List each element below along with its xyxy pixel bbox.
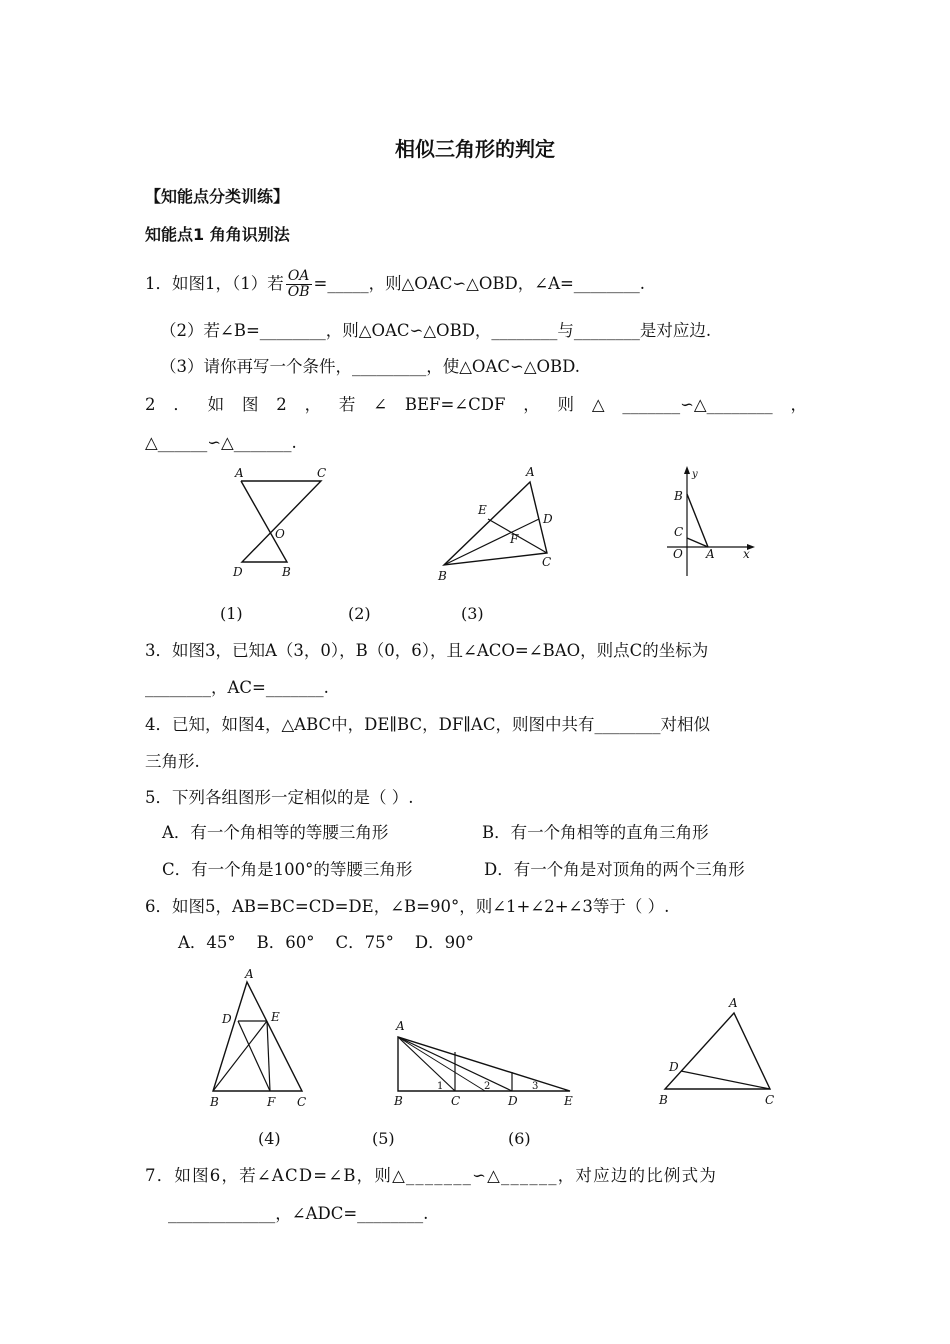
question-5-stem: 5．下列各组图形一定相似的是（ ）.	[145, 788, 414, 807]
label-a: A	[729, 996, 738, 1010]
question-2-line-1	[145, 394, 807, 416]
label-c: C	[674, 525, 684, 539]
angle-2-label: 2	[484, 1081, 491, 1092]
figure-2	[430, 462, 570, 587]
label-b: B	[282, 565, 291, 579]
option-a: A．有一个角相等的等腰三角形	[162, 823, 389, 842]
label-b: B	[394, 1094, 403, 1108]
label-f: F	[267, 1095, 276, 1109]
label-d: D	[233, 565, 243, 579]
caption-5: (5)	[372, 1129, 395, 1148]
segment-ef	[267, 1021, 270, 1091]
q2-token: △	[591, 395, 605, 414]
caption-6: (6)	[508, 1129, 531, 1148]
label-a: A	[706, 547, 715, 561]
angle-1-label: 1	[437, 1081, 444, 1092]
triangle-abc	[665, 1013, 770, 1089]
label-a: A	[526, 465, 535, 479]
question-4-line-1: 4．已知，如图4，△ABC中，DE∥BC，DF∥AC，则图中共有________对相似	[145, 715, 710, 734]
q2-token: _______∽△________	[622, 395, 773, 414]
label-c: C	[542, 555, 552, 569]
label-d: D	[543, 512, 553, 526]
question-6-options: A．45° B．60° C．75° D．90°	[178, 933, 474, 952]
label-o: O	[673, 547, 683, 561]
question-7-line-1: 7．如图6，若∠ACD=∠B，则△_______∽△______，对应边的比例式为	[145, 1166, 718, 1185]
question-3-line-2: ________，AC=_______.	[145, 678, 329, 697]
label-e: E	[271, 1010, 280, 1024]
figure-1	[225, 462, 335, 582]
q2-token: ∠	[373, 395, 388, 414]
question-3-line-1: 3．如图3，已知A（3，0），B（0，6），且∠ACO=∠BAO，则点C的坐标为	[145, 641, 709, 660]
q2-token: 2	[145, 395, 156, 414]
q1-tail: =_____，则△OAC∽△OBD，∠A=________.	[313, 274, 646, 293]
label-e: E	[564, 1094, 573, 1108]
figure-5	[390, 1012, 585, 1112]
y-axis-arrow	[684, 466, 690, 474]
caption-4: (4)	[258, 1129, 281, 1148]
label-b: B	[438, 569, 447, 583]
label-c: C	[297, 1095, 307, 1109]
option-b: B．有一个角相等的直角三角形	[482, 823, 709, 842]
label-b: B	[674, 489, 683, 503]
fraction-numerator: OA	[286, 269, 312, 285]
q2-token: 图	[241, 395, 259, 414]
q2-token: 则	[557, 395, 575, 414]
label-x: x	[743, 547, 750, 561]
subsection-heading: 知能点1 角角识别法	[145, 225, 290, 244]
q2-token: 若	[338, 395, 356, 414]
question-2-line-2: △______∽△_______.	[145, 433, 297, 452]
q1-lead: 1．如图1，（1）若	[145, 274, 284, 293]
figure-4	[205, 962, 320, 1112]
question-6-stem: 6．如图5，AB=BC=CD=DE，∠B=90°，则∠1+∠2+∠3等于（ ）.	[145, 897, 670, 916]
question-4-line-2: 三角形.	[145, 752, 200, 771]
question-1-line-3: （3）请你再写一个条件，_________，使△OAC∽△OBD.	[160, 357, 581, 376]
question-1-line-2: （2）若∠B=________，则△OAC∽△OBD，________与________是对应边.	[160, 321, 712, 340]
question-7-line-2: _____________，∠ADC=________.	[168, 1204, 429, 1223]
segment-bd	[444, 519, 539, 565]
q2-token: ，	[304, 395, 322, 414]
segment-df	[238, 1021, 270, 1091]
segment-ac	[398, 1037, 455, 1091]
caption-3: (3)	[461, 604, 484, 623]
q2-token: 如	[207, 395, 225, 414]
label-e: E	[478, 503, 487, 517]
q2-token: ．	[173, 395, 190, 414]
label-a: A	[245, 967, 254, 981]
label-a: A	[396, 1019, 405, 1033]
label-y: y	[692, 469, 698, 480]
angle-3-label: 3	[532, 1081, 539, 1092]
q2-token: BEF=∠CDF	[404, 395, 506, 414]
caption-2: (2)	[348, 604, 371, 623]
figure-1-lines	[241, 481, 321, 562]
question-1-line-1	[145, 269, 645, 300]
figure-6	[652, 992, 787, 1112]
section-heading: 【知能点分类训练】	[145, 187, 290, 206]
label-b: B	[210, 1095, 219, 1109]
caption-1: (1)	[220, 604, 243, 623]
label-f: F	[510, 532, 519, 546]
page-title: 相似三角形的判定	[395, 137, 555, 161]
label-d: D	[222, 1012, 232, 1026]
fraction-oa-ob	[286, 269, 312, 300]
label-c: C	[451, 1094, 461, 1108]
label-o: O	[275, 527, 285, 541]
q2-token: ，	[523, 395, 540, 414]
q2-token: 2	[276, 395, 287, 414]
option-d: D．有一个角是对顶角的两个三角形	[484, 860, 745, 879]
segment-be	[213, 1021, 267, 1091]
label-d: D	[508, 1094, 518, 1108]
segment-cd	[681, 1071, 770, 1089]
option-c: C．有一个角是100°的等腰三角形	[162, 860, 413, 879]
label-c: C	[317, 466, 327, 480]
label-d: D	[669, 1060, 679, 1074]
q2-token: ，	[790, 395, 807, 414]
label-a: A	[235, 466, 244, 480]
fraction-denominator: OB	[287, 284, 310, 300]
label-c: C	[765, 1093, 775, 1107]
figure-3	[662, 462, 762, 582]
label-b: B	[659, 1093, 668, 1107]
